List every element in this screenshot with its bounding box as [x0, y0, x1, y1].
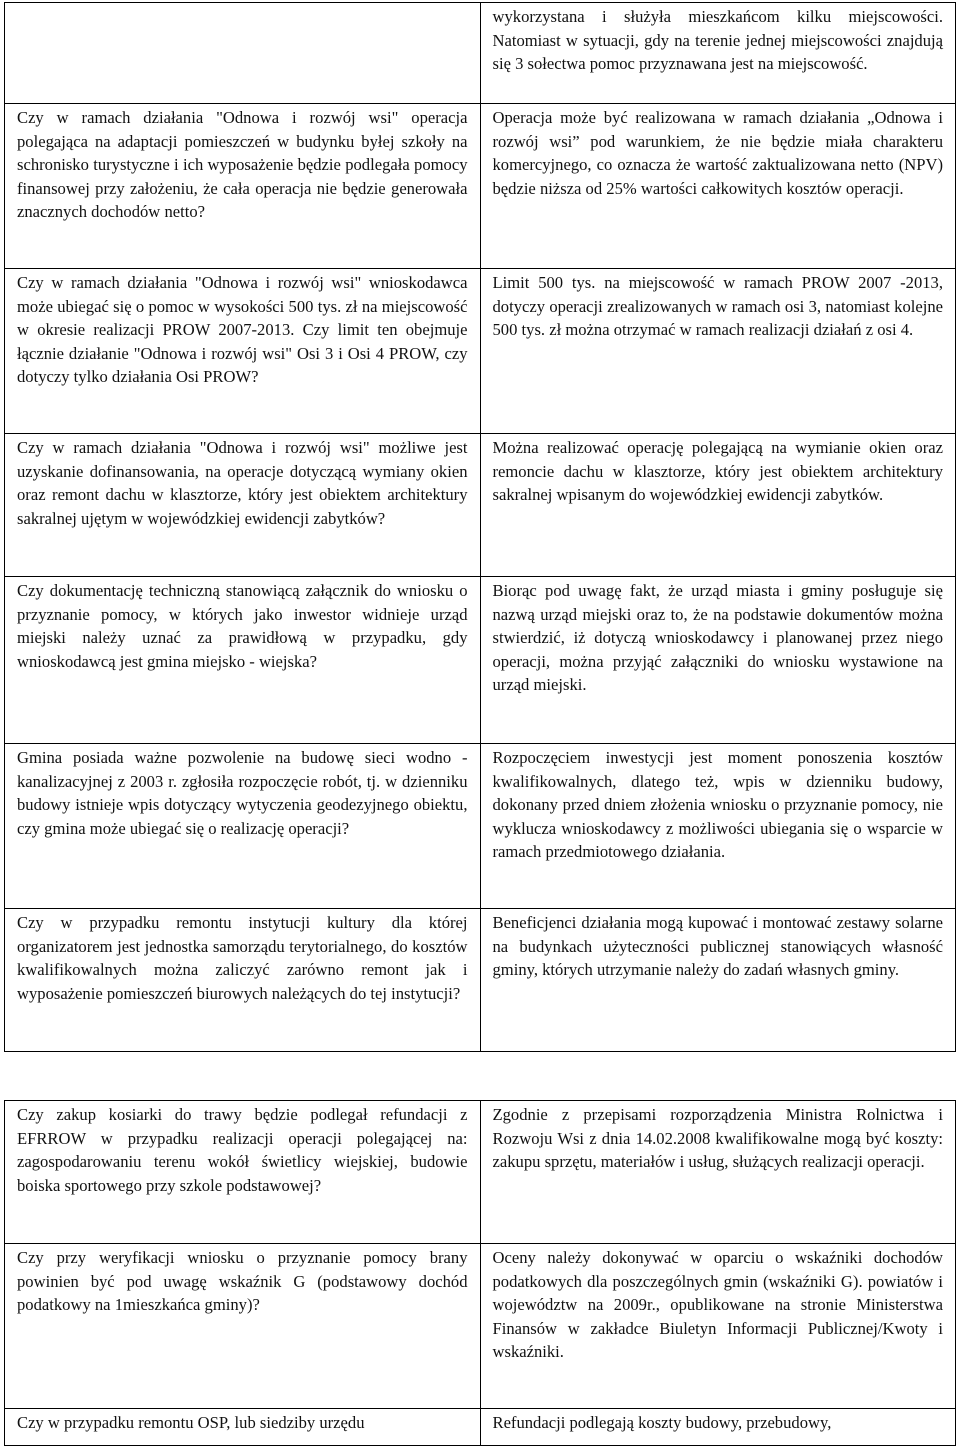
question-text: Czy w przypadku remontu OSP, lub siedziby urzędu	[17, 1413, 365, 1432]
table-row	[5, 909, 956, 1052]
question-cell	[5, 434, 481, 577]
answer-text: Limit 500 tys. na miejscowość w ramach PROW 2007 -2013, dotyczy operacji zrealizowanych w ramach osi 3, natomiast kolejne 500 tys. zł można otrzymać w ramach realizacji działań z osi 4.	[492, 273, 943, 340]
table-row	[5, 1409, 956, 1446]
table-row	[5, 3, 956, 104]
question-cell	[5, 1244, 481, 1409]
answer-cell	[480, 269, 956, 434]
question-cell	[5, 3, 481, 104]
question-cell	[5, 1409, 481, 1446]
question-text: Czy zakup kosiarki do trawy będzie podlegał refundacji z EFRROW w przypadku realizacji operacji polegającej na: zagospodarowaniu terenu wokół świetlicy wiejskiej, budowie boiska sportowego przy szkole podstawowej?	[17, 1105, 468, 1195]
answer-cell	[480, 1101, 956, 1244]
answer-text: Rozpoczęciem inwestycji jest moment ponoszenia kosztów kwalifikowalnych, dlatego też, wpis w dzienniku budowy, dokonany przed dniem złożenia wniosku o przyznanie pomocy, nie wyklucza wnioskodawcy z możliwości ubiegania się o wsparcie w ramach przedmiotowego działania.	[492, 748, 943, 862]
question-text: Czy w ramach działania "Odnowa i rozwój wsi" wnioskodawca może ubiegać się o pomoc w wysokości 500 tys. zł na miejscowość w okresie realizacji PROW 2007-2013. Czy limit ten obejmuje łącznie działanie "Odnowa i rozwój wsi" Osi 3 i Osi 4 PROW, czy dotyczy tylko działania Osi PROW?	[17, 273, 468, 387]
answer-cell	[480, 104, 956, 269]
qa-table-2	[4, 1100, 956, 1446]
table-row	[5, 744, 956, 909]
answer-text: wykorzystana i służyła mieszkańcom kilku miejscowości. Natomiast w sytuacji, gdy na terenie jednej miejscowości znajdują się 3 sołectwa pomoc przyznawana jest na miejscowość.	[492, 7, 943, 74]
question-text: Czy dokumentację techniczną stanowiącą załącznik do wniosku o przyznanie pomocy, w których jako inwestor widnieje urząd miejski należy uznać za prawidłową w przypadku, gdy wnioskodawcą jest gmina miejsko - wiejska?	[17, 581, 468, 671]
question-cell	[5, 577, 481, 744]
answer-text: Biorąc pod uwagę fakt, że urząd miasta i gminy posługuje się nazwą urząd miejski oraz to, że na podstawie dokumentów można stwierdzić, iż dotyczą wnioskodawcy i planowanej przez niego operacji, można przyjąć załączniki do wniosku wystawione na urząd miejski.	[492, 581, 943, 695]
question-cell	[5, 269, 481, 434]
answer-cell	[480, 1409, 956, 1446]
question-text: Gmina posiada ważne pozwolenie na budowę sieci wodno - kanalizacyjnej z 2003 r. zgłosiła rozpoczęcie robót, tj. w dzienniku budowy istnieje wpis dotyczący wytyczenia geodezyjnego obiektu, czy gmina może ubiegać się o realizację operacji?	[17, 748, 468, 838]
qa-table-1	[4, 2, 956, 1052]
table-row	[5, 1101, 956, 1244]
answer-text: Refundacji podlegają koszty budowy, przebudowy,	[492, 1413, 832, 1432]
question-cell	[5, 744, 481, 909]
table-row	[5, 269, 956, 434]
table-row	[5, 577, 956, 744]
question-cell	[5, 1101, 481, 1244]
question-text: Czy w przypadku remontu instytucji kultury dla której organizatorem jest jednostka samorządu terytorialnego, do kosztów kwalifikowalnych można zaliczyć zarówno remont jak i wyposażenie pomieszczeń biurowych należących do tej instytucji?	[17, 913, 468, 1003]
question-cell	[5, 909, 481, 1052]
answer-cell	[480, 577, 956, 744]
table-row	[5, 104, 956, 269]
question-text: Czy w ramach działania "Odnowa i rozwój wsi" możliwe jest uzyskanie dofinansowania, na operacje dotyczącą wymiany okien oraz remont dachu w klasztorze, który jest obiektem architektury sakralnej ujętym w wojewódzkiej ewidencji zabytków?	[17, 438, 468, 528]
answer-cell	[480, 434, 956, 577]
answer-cell	[480, 744, 956, 909]
answer-text: Beneficjenci działania mogą kupować i montować zestawy solarne na budynkach użyteczności publicznej stanowiących własność gminy, których utrzymanie należy do zadań własnych gminy.	[492, 913, 943, 980]
question-text: Czy w ramach działania "Odnowa i rozwój wsi" operacja polegająca na adaptacji pomieszczeń w budynku byłej szkoły na schronisko turystyczne i ich wyposażenie będzie podlegała pomocy finansowej przy założeniu, że cała operacja nie będzie generowała znacznych dochodów netto?	[17, 108, 468, 222]
answer-text: Można realizować operację polegającą na wymianie okien oraz remoncie dachu w klasztorze, który jest obiektem architektury sakralnej wpisanym do wojewódzkiej ewidencji zabytków.	[492, 438, 943, 505]
table-row	[5, 1244, 956, 1409]
table-row	[5, 434, 956, 577]
question-text: Czy przy weryfikacji wniosku o przyznanie pomocy brany powinien być pod uwagę wskaźnik G (podstawowy dochód podatkowy na 1mieszkańca gminy)?	[17, 1248, 468, 1315]
answer-text: Zgodnie z przepisami rozporządzenia Ministra Rolnictwa i Rozwoju Wsi z dnia 14.02.2008 kwalifikowalne mogą być koszty: zakupu sprzętu, materiałów i usług, służących realizacji operacji.	[492, 1105, 943, 1172]
answer-cell	[480, 3, 956, 104]
question-cell	[5, 104, 481, 269]
answer-text: Operacja może być realizowana w ramach działania „Odnowa i rozwój wsi” pod warunkiem, że nie będzie miała charakteru komercyjnego, co oznacza że wartość zaktualizowana netto (NPV) będzie niższa od 25% wartości całkowitych kosztów operacji.	[492, 108, 943, 198]
answer-cell	[480, 909, 956, 1052]
answer-cell	[480, 1244, 956, 1409]
answer-text: Oceny należy dokonywać w oparciu o wskaźniki dochodów podatkowych dla poszczególnych gmin (wskaźniki G). powiatów i województw na 2009r., opublikowane na stronie Ministerstwa Finansów w zakładce Biuletyn Informacji Publicznej/Kwoty i wskaźniki.	[492, 1248, 943, 1362]
